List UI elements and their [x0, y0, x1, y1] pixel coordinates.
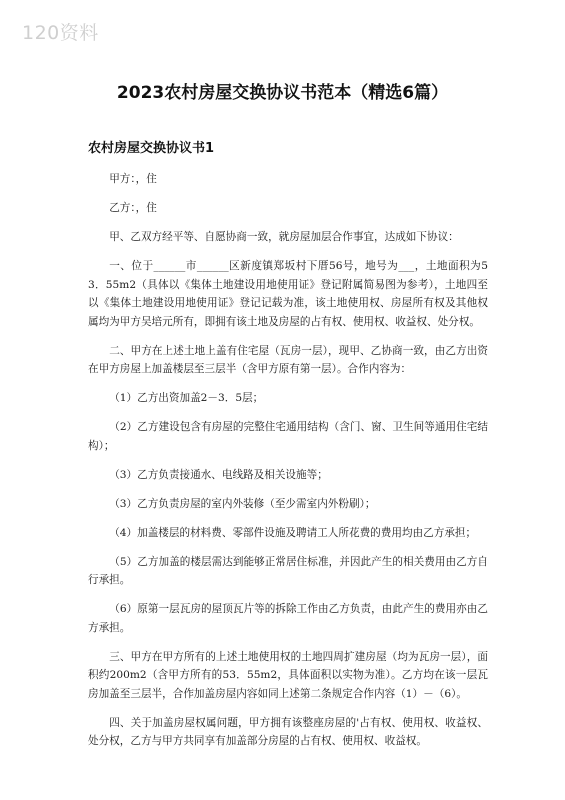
- clause-2-item-6: （6）原第一层瓦房的屋顶瓦片等的拆除工作由乙方负责，由此产生的费用亦由乙方承担。: [88, 603, 488, 634]
- agreement-intro: 甲、乙双方经平等、自愿协商一致，就房屋加层合作事宜，达成如下协议：: [109, 231, 459, 243]
- clause-2: 二、甲方在上述土地上盖有住宅屋（瓦房一层），现甲、乙协商一致，由乙方出资在甲方房屋上加盖楼层至三层半（含甲方原有第一层）。合作内容为：: [88, 344, 488, 375]
- party-b-line: 乙方：，住: [109, 202, 157, 214]
- section-title: 农村房屋交换协议书1: [88, 141, 215, 156]
- clause-2-item-4: （4）加盖楼层的材料费、零部件设施及聘请工人所花费的费用均由乙方承担；: [109, 526, 477, 539]
- clause-2-item-5: （5）乙方加盖的楼层需达到能够正常居住标准，并因此产生的相关费用由乙方自行承担。: [88, 555, 488, 586]
- watermark: 120资料: [22, 22, 99, 44]
- clause-1: 一、位于______市______区新度镇郑坂村下厝56号，地号为___，土地面积为53．55m2（具体以《集体土地建设用地使用证》登记附属简易图为参考），土地四至以《集体土地建设用地使用证》登记记载为准，该土地使用权、房屋所有权及其他权属均为甲方吴培元所有，即拥有该土地及房屋的占有权、使用权、收益权、处分权。: [88, 260, 488, 328]
- party-a-line: 甲方：，住: [109, 173, 157, 185]
- clause-2-item-3b: （3）乙方负责房屋的室内外装修（至少需室内外粉刷）；: [109, 497, 376, 510]
- document-title: 2023农村房屋交换协议书范本（精选6篇）: [116, 83, 449, 103]
- clause-2-item-1: （1）乙方出资加盖2－3．5层；: [109, 392, 264, 404]
- clause-3: 三、甲方在甲方所有的上述土地使用权的土地四周扩建房屋（均为瓦房一层），面积约200m2（含甲方所有的53．55m2，具体面积以实物为准）。乙方均在该一层瓦房加盖至三层半，合作加盖房屋内容如同上述第二条规定合作内容（1）－（6）。: [88, 650, 488, 700]
- clause-4: 四、关于加盖房屋权属问题，甲方拥有该整座房屋的'占有权、使用权、收益权、处分权，乙方与甲方共同享有加盖部分房屋的占有权、使用权、收益权。: [88, 716, 488, 747]
- document-body: [88, 170, 488, 761]
- clause-2-item-2: （2）乙方建设包含有房屋的完整住宅通用结构（含门、窗、卫生间等通用住宅结构）；: [88, 421, 488, 452]
- clause-2-item-3a: （3）乙方负责接通水、电线路及相关设施等；: [109, 468, 328, 481]
